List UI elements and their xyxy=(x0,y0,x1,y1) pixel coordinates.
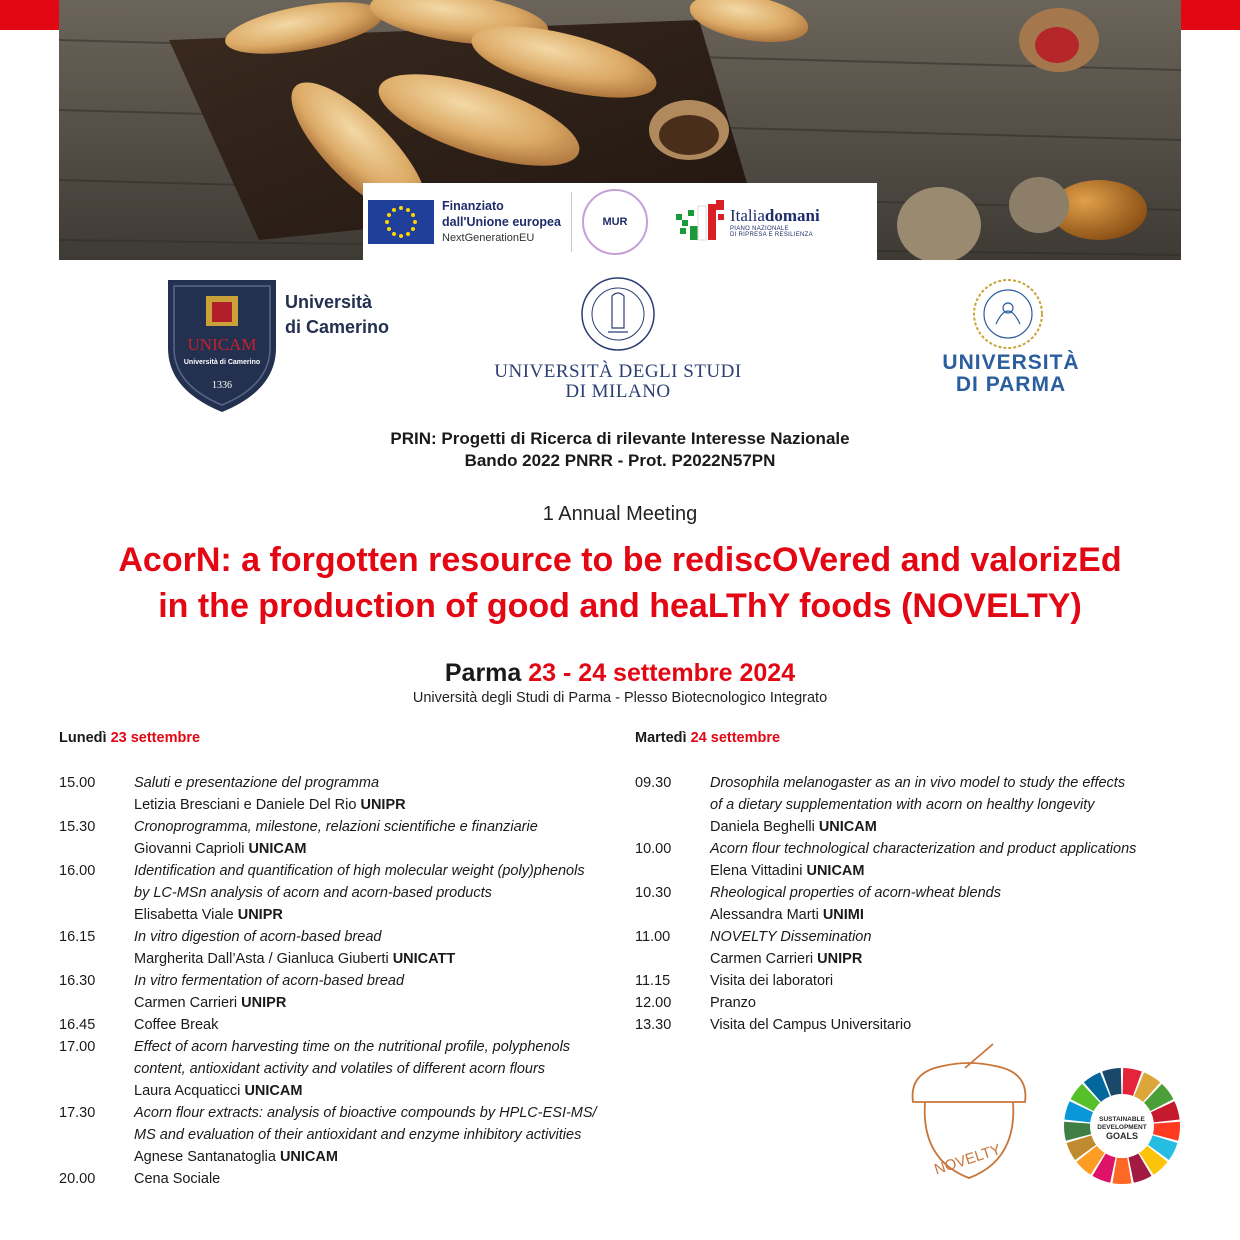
mur-label: MUR xyxy=(602,215,628,228)
talk-speaker-line xyxy=(710,948,1195,970)
mur-logo xyxy=(582,189,648,255)
schedule-content xyxy=(134,1102,619,1168)
schedule-activity: Coffee Break xyxy=(134,1017,219,1033)
sdg-text-line2: DEVELOPMENT xyxy=(1097,1124,1147,1131)
schedule-activity: Visita del Campus Universitario xyxy=(710,1017,912,1033)
schedule-content xyxy=(710,882,1195,926)
schedule-content xyxy=(710,926,1195,970)
schedule-time: 11.00 xyxy=(635,929,671,945)
schedule-activity: Pranzo xyxy=(710,995,756,1011)
schedule-row xyxy=(635,1014,1195,1036)
talk-affiliation: UNIMI xyxy=(822,907,864,923)
schedule-content xyxy=(134,1168,619,1190)
talk-speaker: Daniela Beghelli xyxy=(710,819,815,835)
schedule-row xyxy=(635,992,1195,1014)
prin-line2: Bando 2022 PNRR - Prot. P2022N57PN xyxy=(464,451,776,470)
unicam-shield-logo xyxy=(166,278,278,414)
day1-label: Lunedì xyxy=(59,730,107,746)
eu-funding-text xyxy=(442,198,561,246)
prin-line1: PRIN: Progetti di Ricerca di rilevante Interesse Nazionale xyxy=(390,429,850,448)
eu-funded-line2: dall'Unione europea xyxy=(442,214,561,229)
schedule-time: 10.30 xyxy=(635,885,672,901)
event-venue: Università degli Studi di Parma - Plesso Biotecnologico Integrato xyxy=(412,690,828,706)
talk-affiliation: UNIPR xyxy=(360,797,406,813)
italia-domani-flag-icon xyxy=(676,200,726,244)
schedule-time: 13.30 xyxy=(635,1017,672,1033)
talk-title-line: In vitro fermentation of acorn-based bread xyxy=(134,973,405,989)
sdg-text-line1: SUSTAINABLE xyxy=(1099,1116,1145,1123)
day1-schedule xyxy=(59,772,619,1190)
talk-speaker: Alessandra Marti xyxy=(710,907,819,923)
talk-speaker-line xyxy=(134,948,619,970)
talk-title-line: MS and evaluation of their antioxidant and enzyme inhibitory activities xyxy=(134,1127,582,1143)
schedule-content xyxy=(710,992,1195,1014)
schedule-time: 12.00 xyxy=(635,995,672,1011)
schedule-content xyxy=(134,970,619,1014)
schedule-activity: Cena Sociale xyxy=(134,1171,221,1187)
schedule-content xyxy=(710,838,1195,882)
italia-domani-logo xyxy=(676,200,820,244)
schedule-time: 09.30 xyxy=(635,775,672,791)
talk-affiliation: UNICAM xyxy=(806,863,865,879)
schedule-time: 17.30 xyxy=(59,1105,96,1121)
unimi-name xyxy=(480,362,756,402)
schedule-row xyxy=(635,838,1195,882)
eu-flag-icon xyxy=(368,200,434,244)
day2-heading xyxy=(635,730,780,746)
talk-speaker-line xyxy=(134,838,619,860)
talk-title-line: Effect of acorn harvesting time on the nutritional profile, polyphenols xyxy=(134,1039,571,1055)
day2-label: Martedì xyxy=(635,730,687,746)
talk-speaker: Elena Vittadini xyxy=(710,863,803,879)
schedule-row xyxy=(59,772,619,816)
talk-title-line: Saluti e presentazione del programma xyxy=(134,775,380,791)
annual-meeting-label: 1 Annual Meeting xyxy=(542,503,698,525)
talk-speaker-line xyxy=(134,904,619,926)
talk-affiliation: UNIPR xyxy=(241,995,287,1011)
unipr-name-line1: UNIVERSITÀ xyxy=(942,351,1080,374)
unimi-seal-icon xyxy=(580,276,656,352)
talk-title-line: Rheological properties of acorn-wheat blends xyxy=(710,885,1001,901)
schedule-row xyxy=(59,1102,619,1168)
italia-sub2: DI RIPRESA E RESILIENZA xyxy=(729,231,813,238)
schedule-time: 20.00 xyxy=(59,1171,96,1187)
top-left-red-bar xyxy=(0,0,59,30)
talk-title-line: Cronoprogramma, milestone, relazioni scientifiche e finanziarie xyxy=(134,819,538,835)
divider xyxy=(571,192,572,252)
schedule-time: 16.45 xyxy=(59,1017,96,1033)
day2-date: 24 settembre xyxy=(690,730,781,746)
schedule-content xyxy=(710,970,1195,992)
top-right-red-bar xyxy=(1181,0,1240,30)
talk-speaker: Elisabetta Viale xyxy=(134,907,234,923)
schedule-content xyxy=(134,816,619,860)
unicam-shield-subtext: Università di Camerino xyxy=(183,359,261,366)
talk-affiliation: UNIPR xyxy=(817,951,863,967)
schedule-time: 16.00 xyxy=(59,863,96,879)
schedule-content xyxy=(134,1014,619,1036)
schedule-content xyxy=(134,860,619,926)
schedule-content xyxy=(134,1036,619,1102)
schedule-content xyxy=(710,772,1195,838)
unipr-name xyxy=(935,352,1087,396)
talk-speaker: Carmen Carrieri xyxy=(710,951,814,967)
day1-heading xyxy=(59,730,200,746)
schedule-time: 15.00 xyxy=(59,775,96,791)
talk-affiliation: UNICAM xyxy=(248,841,307,857)
talk-title-line: by LC-MSn analysis of acorn and acorn-based products xyxy=(134,885,492,901)
eu-funded-line1: Finanziato xyxy=(442,198,504,213)
schedule-row xyxy=(635,926,1195,970)
talk-speaker: Carmen Carrieri xyxy=(134,995,238,1011)
talk-speaker-line xyxy=(710,816,1195,838)
talk-affiliation: UNICATT xyxy=(392,951,456,967)
talk-speaker-line xyxy=(710,860,1195,882)
day2-schedule xyxy=(635,772,1195,1036)
talk-affiliation: UNICAM xyxy=(818,819,877,835)
talk-speaker: Letizia Bresciani e Daniele Del Rio xyxy=(134,797,357,813)
schedule-activity: Visita dei laboratori xyxy=(710,973,834,989)
unimi-name-line1: UNIVERSITÀ DEGLI STUDI xyxy=(494,361,742,382)
talk-speaker: Margherita Dall’Asta / Gianluca Giuberti xyxy=(134,951,389,967)
italia-text: Italia xyxy=(729,205,765,225)
talk-title-line: In vitro digestion of acorn-based bread xyxy=(134,929,382,945)
talk-title-line: Acorn flour extracts: analysis of bioactive compounds by HPLC-ESI-MS/ xyxy=(134,1105,597,1121)
domani-text: domani xyxy=(764,205,820,225)
unicam-shield-year: 1336 xyxy=(212,380,232,391)
talk-speaker-line xyxy=(134,1080,619,1102)
event-city: Parma xyxy=(444,659,522,687)
schedule-row xyxy=(635,772,1195,838)
talk-title-line: content, antioxidant activity and volatiles of different acorn flours xyxy=(134,1061,546,1077)
schedule-time: 17.00 xyxy=(59,1039,96,1055)
schedule-row xyxy=(635,882,1195,926)
sdg-segment xyxy=(1112,1158,1131,1184)
italia-sub1: PIANO NAZIONALE xyxy=(729,225,789,232)
schedule-row xyxy=(59,816,619,860)
talk-title-line: Acorn flour technological characterization and product applications xyxy=(710,841,1137,857)
talk-affiliation: UNIPR xyxy=(237,907,283,923)
schedule-time: 16.15 xyxy=(59,929,96,945)
talk-title-line: Identification and quantification of high molecular weight (poly)phenols xyxy=(134,863,585,879)
schedule-row xyxy=(59,970,619,1014)
schedule-row xyxy=(59,1036,619,1102)
talk-speaker-line xyxy=(134,992,619,1014)
schedule-row xyxy=(59,926,619,970)
unimi-name-line2: DI MILANO xyxy=(565,381,671,402)
novelty-acorn-logo xyxy=(903,1042,1035,1182)
schedule-content xyxy=(134,926,619,970)
unicam-name xyxy=(285,290,389,340)
talk-affiliation: UNICAM xyxy=(244,1083,303,1099)
day1-date: 23 settembre xyxy=(110,730,201,746)
schedule-time: 11.15 xyxy=(635,973,671,989)
unipr-name-line2: DI PARMA xyxy=(955,373,1067,396)
event-title xyxy=(0,537,1240,629)
talk-speaker-line xyxy=(134,794,619,816)
event-title-line1: AcorN: a forgotten resource to be rediscOVered and valorizEd xyxy=(118,541,1122,579)
eu-funded-line3: NextGenerationEU xyxy=(442,231,535,244)
schedule-time: 10.00 xyxy=(635,841,672,857)
unicam-shield-text: UNICAM xyxy=(187,335,257,354)
talk-speaker: Agnese Santanatoglia xyxy=(134,1149,276,1165)
sdg-text-line3: GOALS xyxy=(1105,1131,1139,1141)
schedule-content xyxy=(134,772,619,816)
talk-speaker: Laura Acquaticci xyxy=(134,1083,241,1099)
schedule-row xyxy=(59,860,619,926)
event-dates: 23 - 24 settembre 2024 xyxy=(528,659,796,687)
schedule-row xyxy=(635,970,1195,992)
event-place-date xyxy=(0,659,1240,688)
talk-title-line: Drosophila melanogaster as an in vivo model to study the effects xyxy=(710,775,1126,791)
schedule-time: 16.30 xyxy=(59,973,96,989)
talk-title-line: NOVELTY Dissemination xyxy=(710,929,872,945)
talk-speaker-line xyxy=(710,904,1195,926)
funding-logos-bar xyxy=(363,183,877,260)
event-title-line2: in the production of good and heaLThY foods (NOVELTY) xyxy=(158,587,1082,625)
schedule-time: 15.30 xyxy=(59,819,96,835)
novelty-logo-text: NOVELTY xyxy=(932,1140,1004,1179)
schedule-row xyxy=(59,1168,619,1190)
talk-title-line: of a dietary supplementation with acorn on healthy longevity xyxy=(710,797,1095,813)
schedule-content xyxy=(710,1014,1195,1036)
unipr-seal-icon xyxy=(970,276,1046,352)
talk-speaker-line xyxy=(134,1146,619,1168)
unicam-name-line2: di Camerino xyxy=(285,317,390,337)
schedule-row xyxy=(59,1014,619,1036)
unicam-name-line1: Università xyxy=(285,292,373,312)
talk-speaker: Giovanni Caprioli xyxy=(134,841,245,857)
prin-heading xyxy=(0,428,1240,472)
sdg-wheel-logo xyxy=(1062,1066,1182,1186)
talk-affiliation: UNICAM xyxy=(279,1149,338,1165)
